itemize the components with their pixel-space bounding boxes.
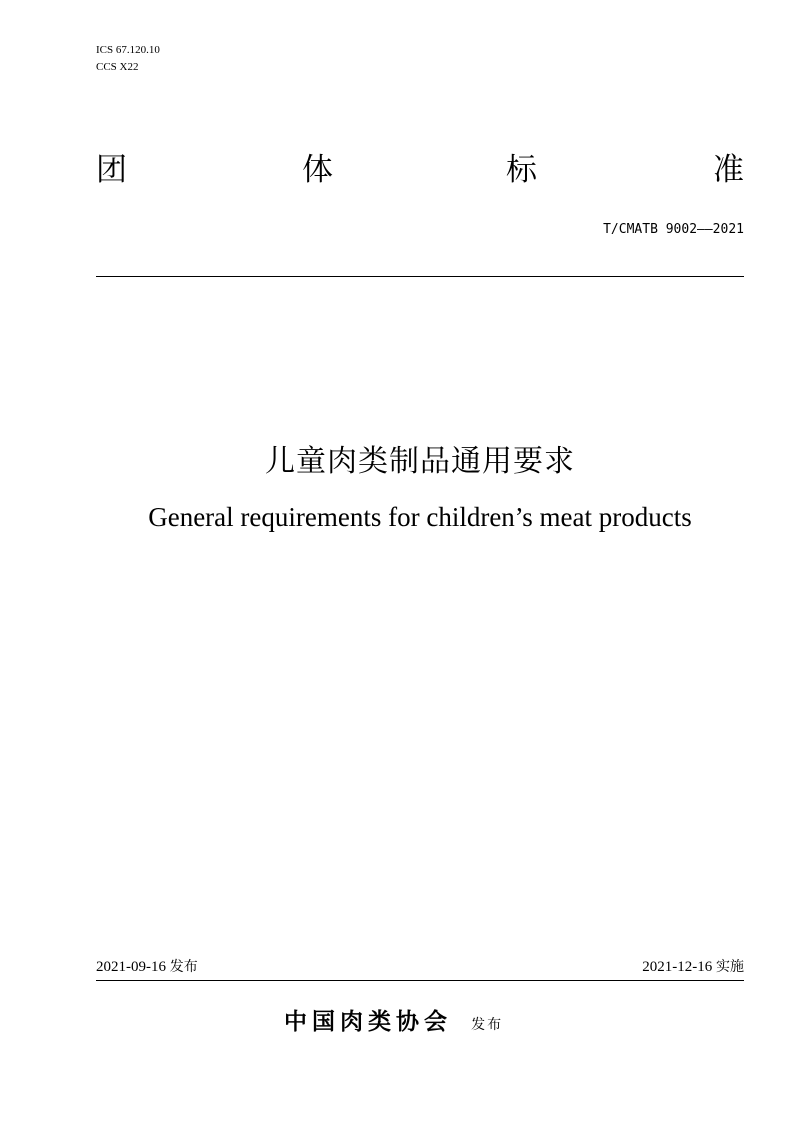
ics-code: ICS 67.120.10 (96, 44, 160, 56)
publisher-suffix: 发布 (471, 1017, 504, 1033)
issue-date (96, 957, 198, 977)
classification-codes (96, 42, 160, 76)
issue-date-label: 发布 (169, 959, 198, 975)
issue-date-value: 2021-09-16 (96, 959, 166, 975)
effective-date-label: 实施 (716, 959, 744, 975)
publisher-name: 中国肉类协会 (284, 1009, 452, 1035)
publisher (284, 1006, 503, 1041)
bottom-divider (96, 980, 744, 981)
ccs-code: CCS X22 (96, 61, 139, 73)
effective-date-value: 2021-12-16 (642, 959, 713, 975)
top-divider (96, 276, 744, 277)
document-type-heading (96, 150, 744, 190)
effective-date (642, 957, 744, 977)
title-english: General requirements for children’s meat products (148, 502, 692, 532)
heading-char-4: 准 (713, 152, 744, 188)
heading-char-2: 体 (302, 152, 333, 188)
heading-char-3: 标 (506, 152, 537, 188)
title-chinese: 儿童肉类制品通用要求 (265, 444, 575, 479)
heading-char-1: 团 (96, 152, 127, 188)
standard-number: T/CMATB 9002——2021 (603, 222, 744, 237)
